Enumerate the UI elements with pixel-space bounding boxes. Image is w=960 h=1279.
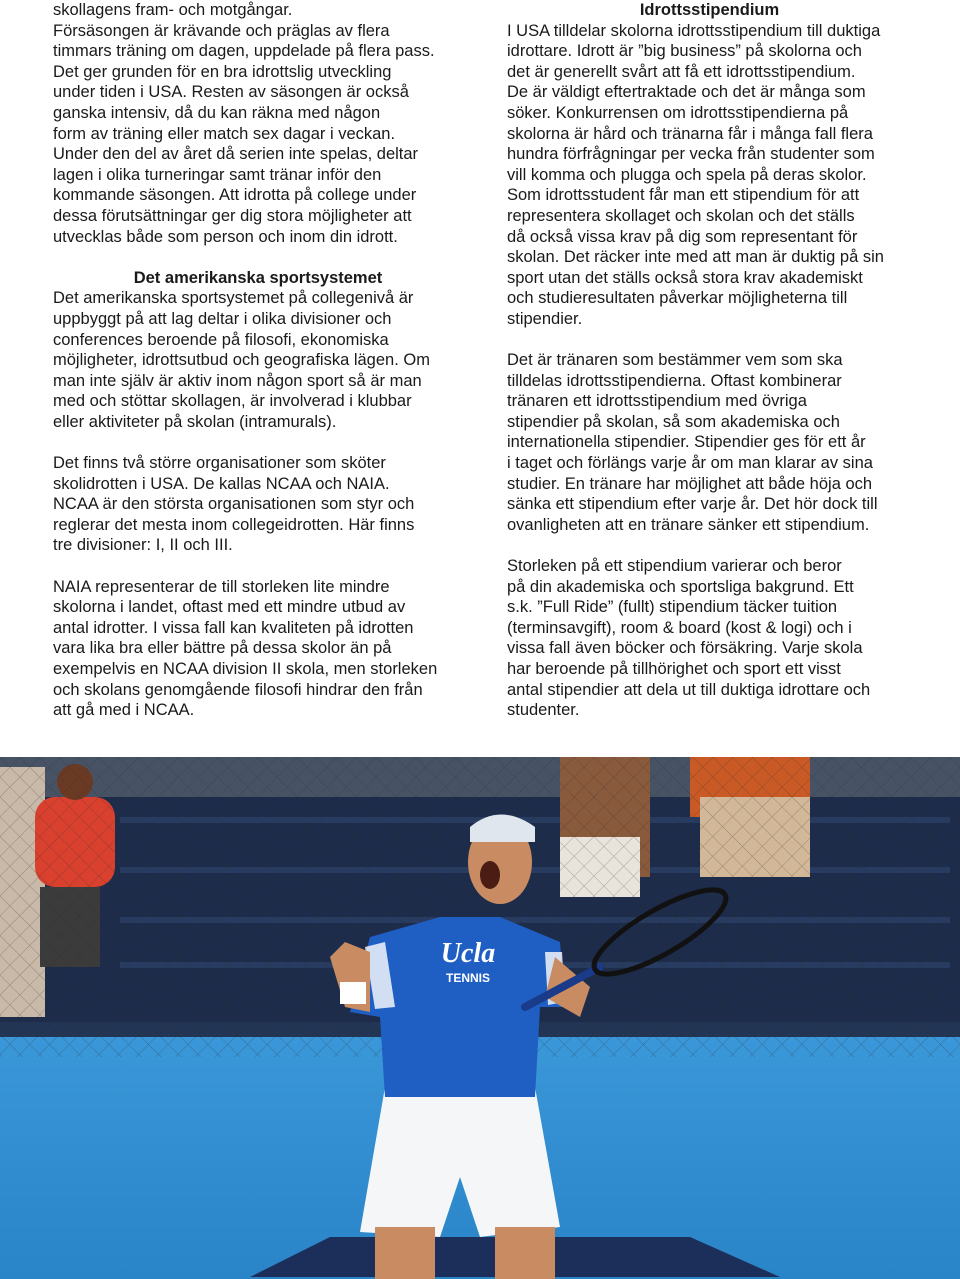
text-line: form av träning eller match sex dagar i veckan. (53, 124, 396, 143)
text-line: då också vissa krav på dig som representant för (507, 227, 858, 246)
text-line: De är väldigt eftertraktade och det är många som (507, 83, 866, 102)
section-heading-stipendium: Idrottsstipendium (639, 1, 780, 19)
text-line: s.k. ”Full Ride” (fullt) stipendium täcker tuition (507, 598, 838, 617)
text-line: vissa fall även böcker och försäkring. Varje skola (507, 639, 863, 658)
text-line: Det är tränaren som bestämmer vem som ska (507, 351, 843, 370)
shirt-tennis-text: TENNIS (445, 971, 491, 985)
text-line: på din akademiska och sportsliga bakgrund. Ett (507, 577, 854, 596)
paragraph (53, 288, 463, 432)
shirt-logo-text: Ucla (440, 938, 496, 969)
text-line: och skolans genomgående filosofi hindrar den från (53, 680, 423, 699)
text-line: vara lika bra eller bättre på dessa skolor än på (53, 639, 392, 658)
text-line: uppbyggt på att lag deltar i olika divisioner och (53, 309, 392, 328)
left-column (53, 0, 463, 721)
text-line: man inte själv är aktiv inom någon sport så är man (53, 371, 422, 390)
text-line: tilldelas idrottsstipendierna. Oftast kombinerar (507, 371, 842, 390)
text-line: skollagens fram- och motgångar. (53, 1, 293, 19)
text-line: med och stöttar skollagen, är involverad i klubbar (53, 392, 412, 411)
text-line: skolorna är hård och tränarna får i många fall flera (507, 124, 873, 143)
text-line: utvecklas både som person och inom din idrott. (53, 227, 398, 246)
text-line: har beroende på tillhörighet och sport ett visst (507, 660, 841, 678)
text-line: ovanligheten att en tränare sänker ett stipendium. (507, 515, 870, 534)
text-line: NCAA är den största organisationen som styr och (53, 495, 415, 514)
paragraph (53, 577, 463, 721)
text-line: NAIA representerar de till storleken lite mindre (53, 577, 390, 596)
text-line: studier. En tränare har möjlighet att både höja och (507, 474, 873, 493)
section-heading-sportsystem: Det amerikanska sportsystemet (133, 268, 383, 287)
text-line: exempelvis en NCAA division II skola, men storleken (53, 660, 438, 678)
text-line: stipendier. (507, 309, 583, 328)
text-line: och studieresultaten påverkar möjligheterna till (507, 289, 848, 308)
text-line: i taget och förlängs varje år om man klarar av sina (507, 454, 873, 473)
text-line: Det finns två större organisationer som sköter (53, 454, 386, 473)
text-line: söker. Konkurrensen om idrottsstipendierna på (507, 103, 849, 122)
text-line: antal idrotter. I vissa fall kan kvaliteten på idrotten (53, 618, 414, 637)
text-line: lagen i olika turneringar samt tränar inför den (53, 165, 382, 184)
text-line: studenter. (507, 701, 580, 720)
text-line: reglerar det mesta inom collegeidrotten. Här finns (53, 515, 415, 534)
text-line: det är generellt svårt att få ett idrottsstipendium. (507, 62, 856, 81)
text-line: stipendier på skolan, så som akademiska och (507, 412, 840, 431)
text-line: Under den del av året då serien inte spelas, deltar (53, 145, 419, 164)
paragraph (53, 453, 463, 556)
text-line: Storleken på ett stipendium varierar och beror (507, 557, 842, 576)
right-column (507, 0, 912, 721)
tennis-player-photo (0, 757, 960, 1279)
text-line: ganska intensiv, då du kan räkna med någon (53, 103, 381, 122)
text-line: sänka ett stipendium efter varje år. Det hör dock till (507, 495, 878, 514)
paragraph (507, 556, 912, 721)
text-line: vill komma och plugga och spela på deras skolor. (507, 165, 867, 184)
text-line: antal stipendier att dela ut till duktiga idrottare och (507, 680, 871, 699)
text-line: möjligheter, idrottsutbud och geografiska lägen. Om (53, 351, 430, 370)
text-line: timmars träning om dagen, uppdelade på flera pass. (53, 42, 435, 61)
text-line: sport utan det ställs också stora krav akademiskt (507, 268, 863, 287)
text-line: tre divisioner: I, II och III. (53, 536, 233, 555)
text-line: internationella stipendier. Stipendier ges för ett år (507, 433, 866, 452)
text-line: skolorna i landet, oftast med ett mindre utbud av (53, 598, 406, 617)
intro-paragraph (53, 0, 463, 247)
text-line: dessa förutsättningar ger dig stora möjligheter att (53, 206, 412, 225)
text-line: conferences beroende på filosofi, ekonomiska (53, 330, 389, 349)
text-line: Försäsongen är krävande och präglas av flera (53, 21, 390, 40)
text-line: Det amerikanska sportsystemet på collegenivå är (53, 289, 414, 308)
text-line: I USA tilldelar skolorna idrottsstipendium till duktiga (507, 21, 881, 40)
text-line: representera skollaget och skolan och det ställs (507, 206, 855, 225)
text-line: idrottare. Idrott är ”big business” på skolorna och (507, 42, 862, 61)
text-line: kommande säsongen. Att idrotta på college under (53, 186, 417, 205)
text-line: eller aktiviteter på skolan (intramurals). (53, 412, 337, 431)
text-line: skolidrotten i USA. De kallas NCAA och NAIA. (53, 474, 390, 493)
text-line: skolan. Det räcker inte med att man är duktig på sin (507, 248, 884, 267)
text-line: under tiden i USA. Resten av säsongen är också (53, 83, 409, 102)
text-line: tränaren ett idrottsstipendium med övriga (507, 392, 807, 411)
text-line: hundra förfrågningar per vecka från studenter som (507, 145, 875, 164)
paragraph (507, 350, 912, 535)
text-line: (terminsavgift), room & board (kost & logi) och i (507, 618, 852, 637)
paragraph (507, 21, 912, 330)
text-line: Det ger grunden för en bra idrottslig utveckling (53, 62, 392, 81)
text-line: Som idrottsstudent får man ett stipendium för att (507, 186, 860, 205)
text-line: att gå med i NCAA. (53, 701, 195, 720)
